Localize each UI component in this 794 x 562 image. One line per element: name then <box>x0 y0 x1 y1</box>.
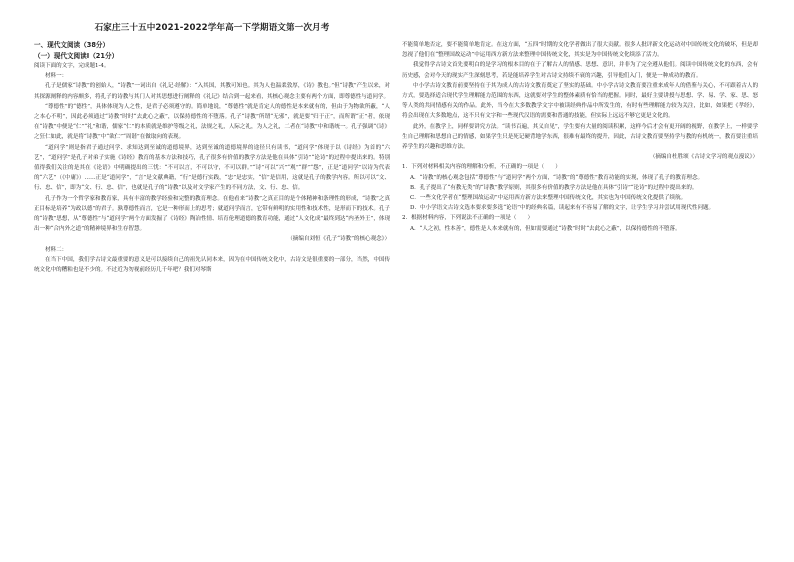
exam-title: 石家庄三十五中2021-2022学年高一下学期语文第一次月考 <box>94 23 330 33</box>
m2-paragraph: 中小学古诗文教育前要坚持在于其为成人的古诗文教育奠定了坚实的基础。中小学古诗文教育要注重来成年人的借鉴与关心，不可跟着古人的方式，要选择适合现代学生理解能力范围的东西，这就要对学生的整体素质有恰当的把握。同时，最好主要讲授与思想、学、易、学、家、思、怒等人类的共同情感有关的作品。此外，当今在大多数教学文字中被读经典作品中所发生的，有时有些理解能力较为关注，比如，如果把《孝经》，将会出现在大多数地点，这不只有文字和一些现代汉语的需要和普通的技能，但实际上远远不够它更是文化的。 <box>402 82 758 120</box>
source-citation: （摘编自杜胜颂《古诗文学习的观点漫议》） <box>649 154 758 161</box>
material1-label: 材料一： <box>45 73 68 80</box>
question-stem: 1．下列对材料相关内容的理解和分析，不正确的一项是（ ） <box>402 164 561 171</box>
section-heading: 一、现代文阅读（38分） <box>34 41 110 49</box>
answer-option: C．一些文化学者在“整理国故运动”中运用西方新方法来整理中国传统文化，其实也为中国传统文化提供了续航。 <box>410 195 687 202</box>
m1-paragraph: “尊德性”的“德性”，具体体现为人之性，是君子必须遵守的。简单地说，“尊德性”就是肯定人的德性是本来就有的，但由于为物欲所蔽，“人之本心不明”，因此必须通过“诗教”时时“去此心之蔽”，以保持德性的不堕落。孔子“诗教”所谓“无邪”，就是要“归于正”，而所谓“正”者，依现在“诗教”中便是“仁”“礼”和谐，儒家“仁”的本质就是维护等级之礼，法规之礼，人际之礼，为人之礼，二者在“诗教”中和谐统一。孔子强调“《诗》之狂仁如此，就是将“诗教”中“欲仁”“周谐”在做取向的表现。 <box>34 103 390 141</box>
source-citation: （摘编自刘恒《孔子“诗教”的核心观念》） <box>287 236 390 243</box>
m1-paragraph: 孔子是儒家“诗教”的创始人，“诗教”一词出自《礼记·经解》：“入其国，其教可知也。其为人也温柔敦厚，《诗》教也。”但“诗教”产生以来，对其探源阐释的内容颇多，将孔子的诗教与其门人对其思想进行阐释的《礼记》结合到一起来看，其核心观念主要有两个方面，即尊德性与道问学。 <box>34 83 390 100</box>
m2-paragraph: 不能简单地否定，要不能简单地肯定。在这方面，“五四”时期的文化学者做出了很大贡献。很多人批评新文化运动对中国传统文化的破坏，但是却忽视了他们在“整理国故运动”中运用西方新方法来整理中国传统文化，其实是为中国传统文化续添了活力。 <box>402 42 758 59</box>
material2-label: 材料二： <box>45 246 68 253</box>
m1-paragraph: 孔子作为一个哲学家和教育家，具有丰富的教学经验和完整的教育理念。在他看来“诗教”之真正目的是个体精神和条理性的形成，“诗教”之真正目标是培养“为政以德”的君子。孰尊德性而言，它是一种形而上的思考；就道问学而言，它带有鲜明的实用性和技术性，是形而下的技术。孔子的“诗教”思想，从“尊德性”与“道问学”两个方面发掘了《诗经》陶冶性情、培育伦理道德的教育功能，通过“人文化成”最终到达“内圣外王”，体现出一种“合内外之道”的精神境界和生存智慧。 <box>34 195 390 233</box>
answer-option: B．孔子提出了“有教无类”的“诗教”教学原则，其很多有价值的教学方法是他在具体“引诗”“论诗”的过程中提出来的。 <box>410 184 698 191</box>
subsection-heading: （一）现代文阅读Ⅰ（21分） <box>34 51 119 60</box>
m2-paragraph: 我觉得学古诗文首先要明白的是学习的根本目的在于了解古人的情感、思想、意识，并非为了完全遵从他们。阅读中国传统文化的东西，会有历史感，会对今天的现实产生深刻思考，若是能培养学生对古诗文持续不衰的兴趣，引导他们入门，便是一种成功的教育。 <box>402 62 758 79</box>
m1-paragraph: “道问学”则是指君子通过问学、求知达到至诚的道德境界，达到至诚的道德境界的途径只有读书，“道问学”体现于以《诗经》为首的“六艺”，“道问学”是孔子对弟子实施《诗经》教育的基本方法和技巧，孔子很多有价值的教学方法是他在具体“引诗”“论诗”的过程中提出来的。特别值得我们关注的是其在《论语》中明确提出的三忧：“不可以言，不可以守，不可以群。”“诗”可以“兴”“观”“群”“怨”，正是“道问学”以诗为代表的“六艺”（《中庸》）……正是“道问学”，“言”是文献典籍，“行”是德行实践，“忠”是忠实，“信”是信用，这就是孔子的教学内容。所以可以“文、行、忠、信”，即为“文、行、忠、信”，也就是孔子的“诗教”以及对文学家产生的不同方法，文、行、忠、信。 <box>34 144 390 192</box>
question-stem: 2．根据材料内容，下列说法不正确的一项是（ ） <box>402 215 534 222</box>
right-column <box>402 40 758 234</box>
answer-option: D．中小学语文古诗文选本要求要多选“论语”中的经典名篇，读起来有不容易了解的文字，让学生学习并尝试用现代性问题。 <box>410 205 715 212</box>
m2-paragraph: 此外，在教学上，同样要讲究方法。“读书百遍，其义自见”，学生要有大量的阅读积累，这样今后才会有更开阔的视野，在教学上，一样要学生自己理解和思想自己的情感，如果学生只是死记硬背地学东西，很难有最终的提升，因此，古诗文教育要坚持学与教的有机统一，教育要注重培养学生的兴趣和思维方法。 <box>402 123 758 151</box>
m2-paragraph: 在当下中国，我们学古诗文最重要的意义是可以接续自己的祖先认同本来，因为在中国传统文化中，古诗文是很重要的一部分，当然，中国传统文化中的糟粕也是不少的。不过近为勿视前经历几千年吧？我们对琴斯 <box>34 256 390 274</box>
answer-option: A．“人之初，性本善”，德性是人本来就有的，但如需要通过“诗教”时时“去此心之蔽”，以保持德性的不堕落。 <box>410 225 681 232</box>
left-column <box>34 40 390 275</box>
answer-option: A．“诗教”的核心观念包括“尊德性”与“道问学”两个方面，“诗教”的“尊德性”教育功能的实现，体现了孔子的教育理念。 <box>410 174 704 181</box>
reading-instruction: 阅读下面的文字，完成题1-4。 <box>34 63 110 69</box>
